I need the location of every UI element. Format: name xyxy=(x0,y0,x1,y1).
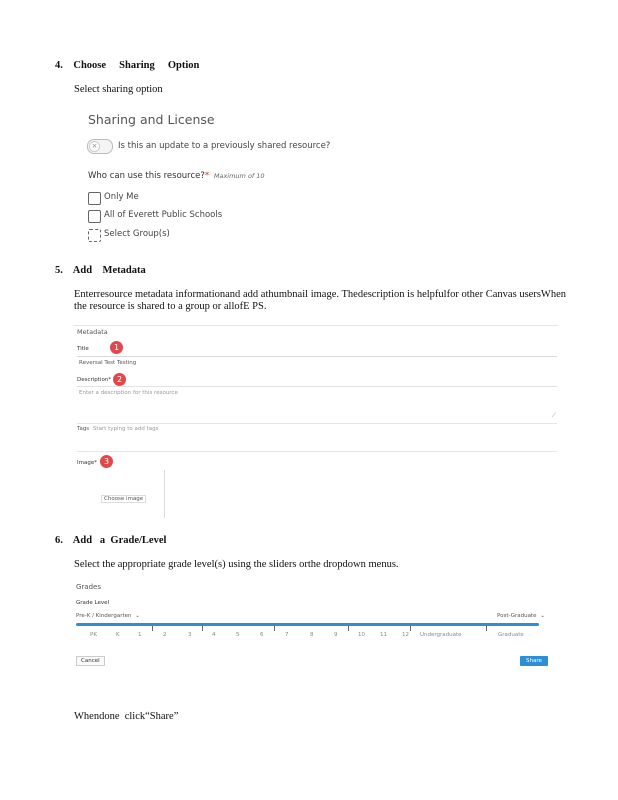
x-icon: × xyxy=(89,141,100,152)
scale-label: Graduate xyxy=(498,632,524,638)
title-label: Title xyxy=(77,346,89,352)
description-label: Description* xyxy=(77,377,112,383)
scale-label: 3 xyxy=(188,632,192,638)
step-4-text: Select sharing option xyxy=(74,84,163,95)
grades-header: Grades xyxy=(76,583,101,591)
scale-label: 10 xyxy=(358,632,365,638)
description-textarea[interactable] xyxy=(77,386,557,420)
scale-label: 4 xyxy=(212,632,216,638)
scale-label: 9 xyxy=(334,632,338,638)
scale-label: 5 xyxy=(236,632,240,638)
chevron-down-icon: ⌄ xyxy=(540,613,545,619)
only-me-checkbox[interactable] xyxy=(88,192,101,205)
chevron-down-icon: ⌄ xyxy=(135,613,140,619)
description-placeholder: Enter a description for this resource xyxy=(79,390,178,396)
step-4-heading: 4. Choose Sharing Option xyxy=(55,60,200,71)
badge-1: 1 xyxy=(110,341,123,354)
badge-3: 3 xyxy=(100,455,113,468)
select-groups-checkbox[interactable] xyxy=(88,229,101,242)
step-5-heading: 5. Add Metadata xyxy=(55,265,146,276)
metadata-header: Metadata xyxy=(77,328,108,336)
scale-label: K xyxy=(116,632,120,638)
all-everett-checkbox[interactable] xyxy=(88,210,101,223)
image-label: Image* xyxy=(77,460,97,466)
tags-row[interactable] xyxy=(77,426,159,432)
scale-label: 1 xyxy=(138,632,142,638)
cancel-button[interactable]: Cancel xyxy=(76,656,105,666)
tags-label: Tags xyxy=(77,426,90,432)
tags-placeholder: Start typing to add tags xyxy=(92,426,159,432)
choose-image-button[interactable]: Choose image xyxy=(101,495,146,503)
grade-end-value: Post-Graduate xyxy=(497,613,537,619)
grade-level-label: Grade Level xyxy=(76,600,110,606)
maximum-note: Maximum of 10 xyxy=(213,172,265,180)
sharing-title: Sharing and License xyxy=(88,112,215,127)
scale-label: 12 xyxy=(402,632,409,638)
update-toggle[interactable] xyxy=(87,139,113,154)
step-6-text: Select the appropriate grade level(s) using the sliders orthe dropdown menus. xyxy=(74,559,399,570)
grade-end-select[interactable] xyxy=(497,613,545,619)
who-label: Who can use this resource? xyxy=(88,171,205,181)
step-6-heading: 6. Add a Grade/Level xyxy=(55,535,167,546)
scale-label: 7 xyxy=(285,632,289,638)
metadata-panel xyxy=(73,322,558,520)
grade-start-select[interactable] xyxy=(76,613,140,619)
scale-label: PK xyxy=(90,632,97,638)
scale-label: 6 xyxy=(260,632,264,638)
share-button[interactable]: Share xyxy=(520,656,548,666)
only-me-label: Only Me xyxy=(104,192,139,202)
scale-label: Undergraduate xyxy=(420,632,462,638)
image-dropzone[interactable] xyxy=(77,470,165,518)
grades-panel xyxy=(73,580,548,670)
grade-start-value: Pre-K / Kindergarten xyxy=(76,613,132,619)
update-question: Is this an update to a previously shared resource? xyxy=(118,141,331,151)
all-everett-label: All of Everett Public Schools xyxy=(104,210,223,220)
grade-scale xyxy=(76,632,546,640)
select-groups-label: Select Group(s) xyxy=(104,229,170,239)
required-mark: * xyxy=(204,171,210,181)
footer-instruction: Whendone click“Share” xyxy=(74,711,179,722)
step-5-text: Enterresource metadata informationand add athumbnail image. Thedescription is helpfulfor other Canvas usersWhen the resource is shared to a group or allofE PS. xyxy=(74,289,566,312)
title-input[interactable]: Reversal Test Testing xyxy=(79,360,137,366)
scale-label: 8 xyxy=(310,632,314,638)
badge-2: 2 xyxy=(113,373,126,386)
scale-label: 2 xyxy=(163,632,167,638)
scale-label: 11 xyxy=(380,632,387,638)
who-label-row xyxy=(88,171,265,181)
resize-handle-icon[interactable]: ⟋ xyxy=(551,412,556,419)
